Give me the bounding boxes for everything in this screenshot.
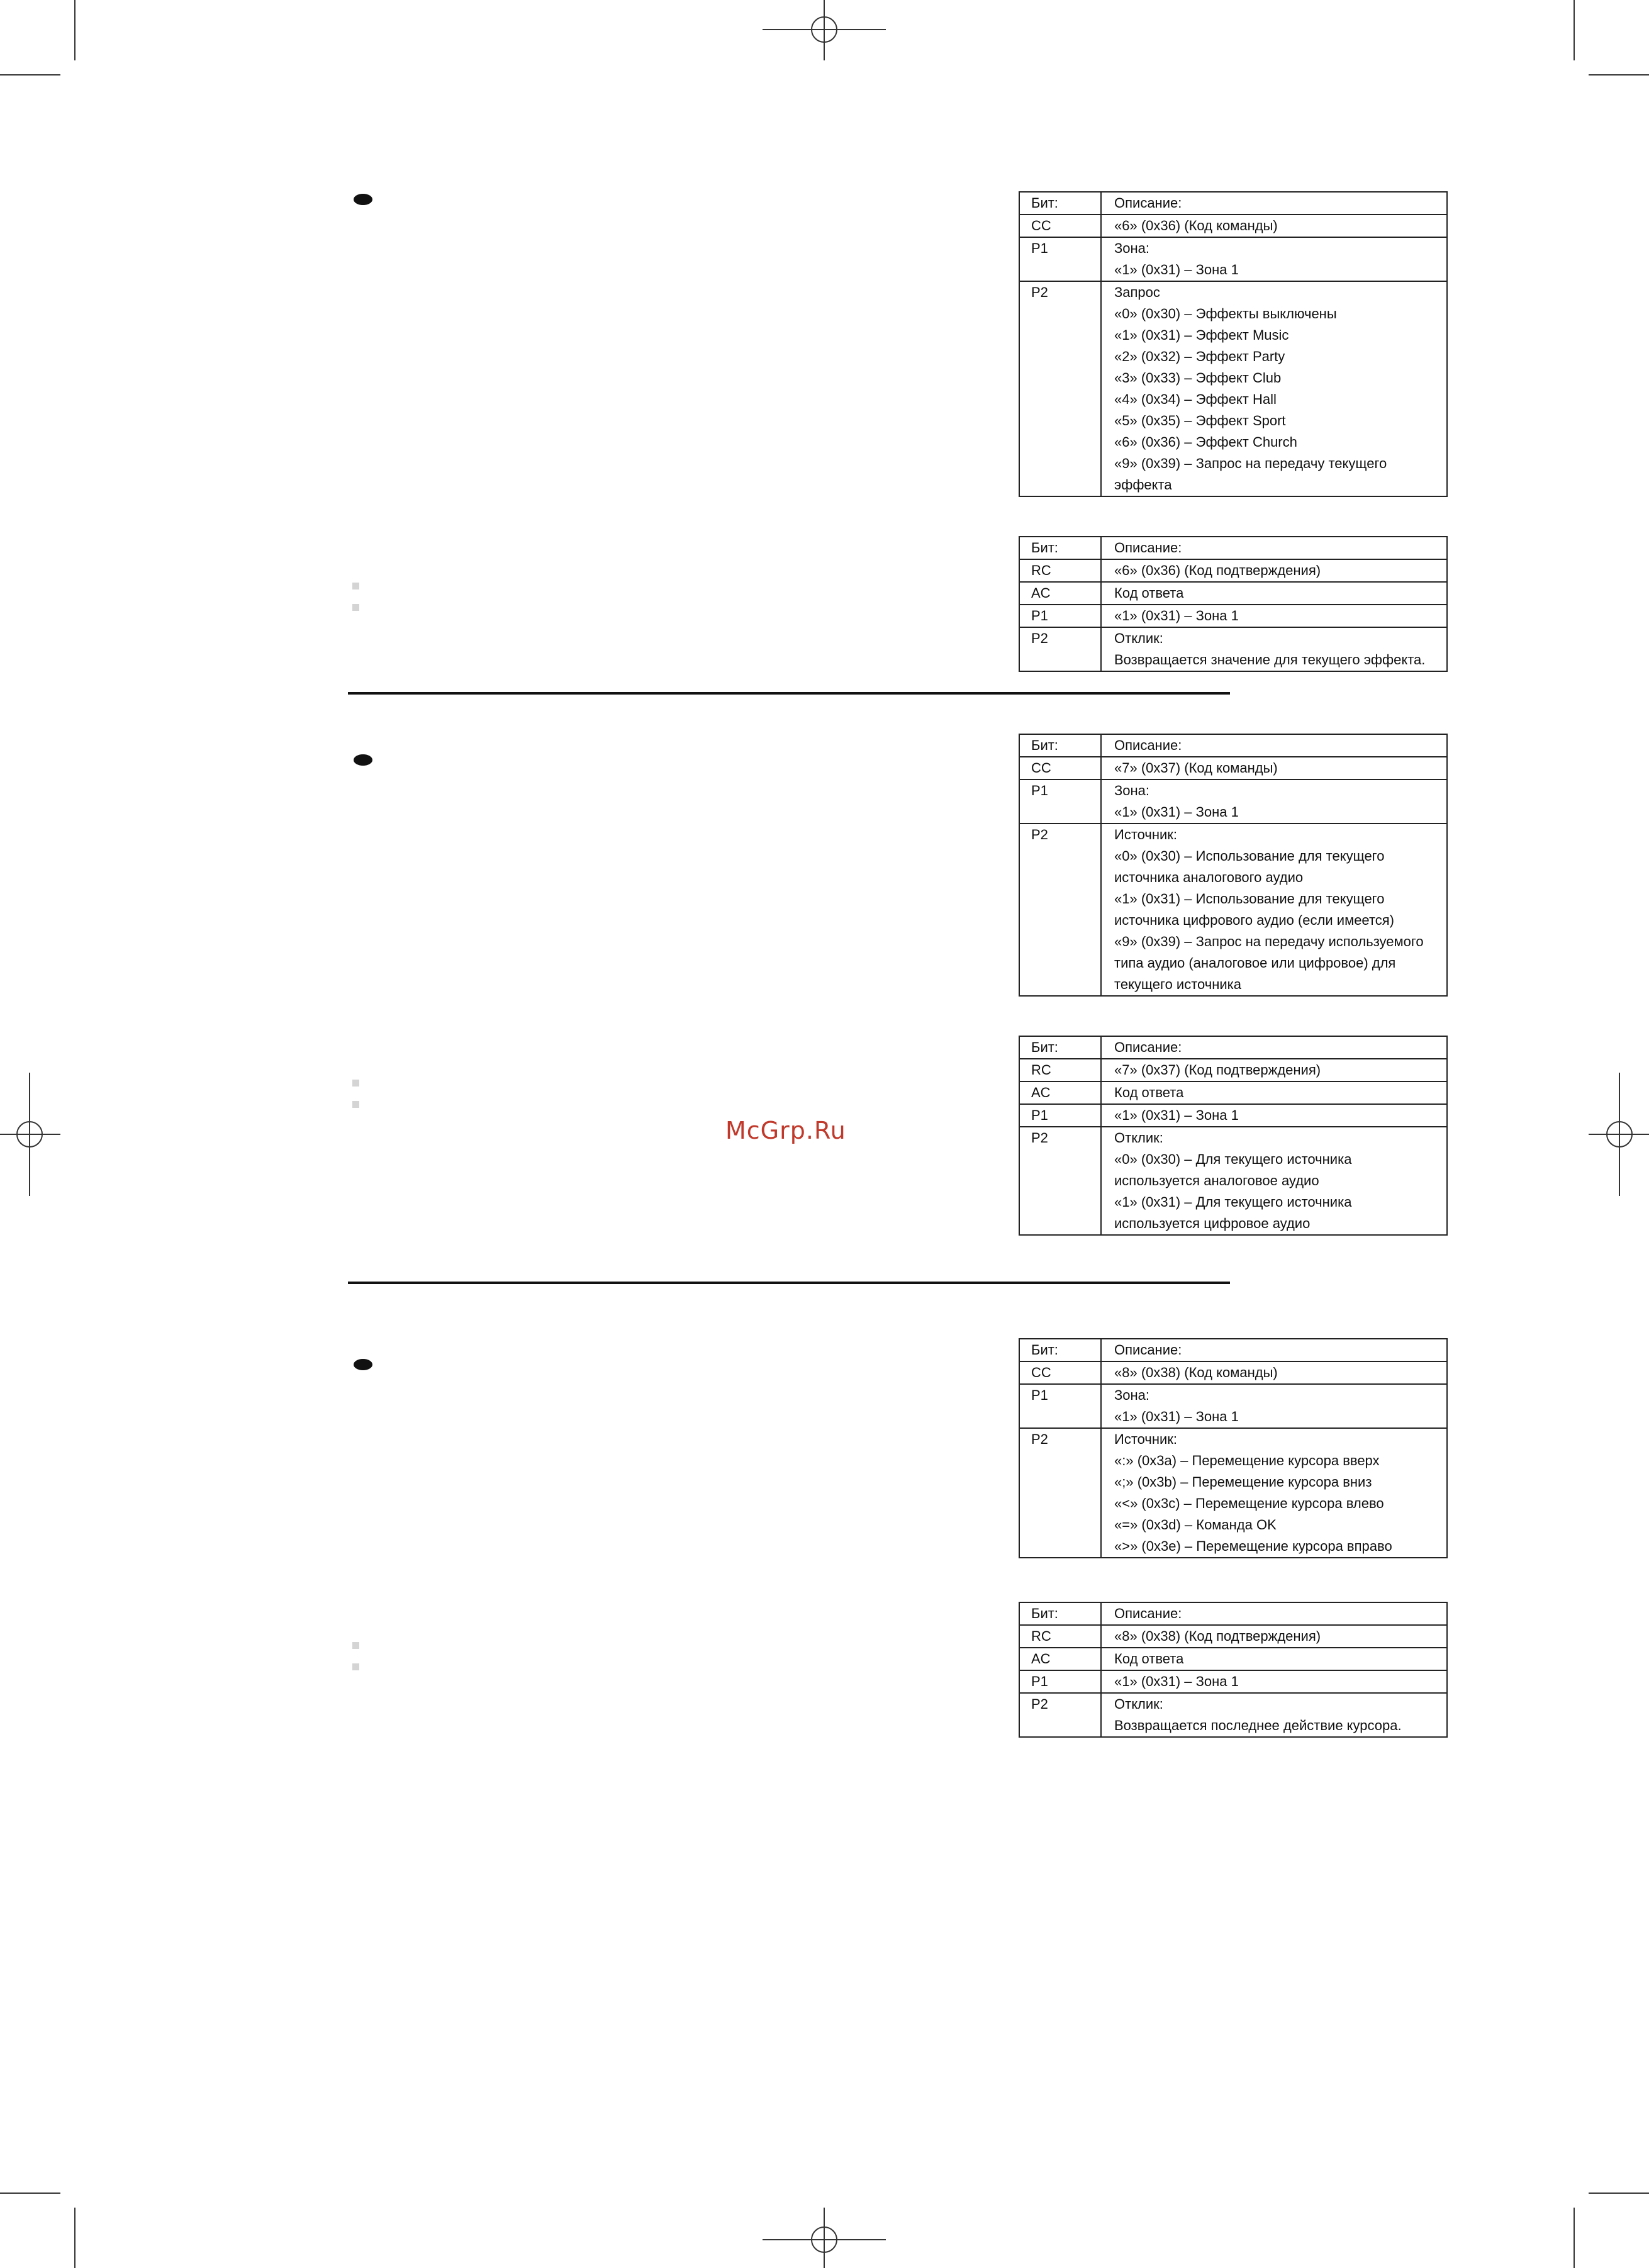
bit-cell: P2 [1019,1428,1101,1558]
description-cell [1101,1361,1447,1384]
description-cell [1101,1104,1447,1127]
bit-cell: CC [1019,1361,1101,1384]
description-line: «1» (0x31) – Использование для текущего [1114,891,1385,907]
table-row [1019,237,1447,281]
table-row [1019,1104,1447,1127]
description-cell [1101,192,1447,215]
bit-cell: Бит: [1019,1339,1101,1361]
description-line: «6» (0x36) (Код команды) [1114,218,1278,233]
description-cell [1101,281,1447,496]
description-line: «:» (0x3a) – Перемещение курсора вверх [1114,1453,1380,1468]
description-cell [1101,1081,1447,1104]
command-table-audio-type [1019,734,1448,997]
description-cell [1101,824,1447,996]
table-row [1019,1602,1447,1625]
description-line: «0» (0x30) – Для текущего источника [1114,1151,1352,1167]
table-row [1019,1648,1447,1670]
table-row [1019,627,1447,671]
response-table-effect [1019,536,1448,672]
list-marker [352,583,359,589]
description-line: источника аналогового аудио [1114,869,1304,885]
bit-cell: RC [1019,1059,1101,1081]
bit-cell: Бит: [1019,192,1101,215]
description-line: «2» (0x32) – Эффект Party [1114,349,1285,364]
description-cell [1101,1693,1447,1737]
bit-cell: P1 [1019,779,1101,824]
description-line: Описание: [1114,1606,1182,1621]
description-line: Описание: [1114,540,1182,556]
description-line: Описание: [1114,1342,1182,1358]
bit-cell: CC [1019,215,1101,237]
bit-cell: RC [1019,1625,1101,1648]
description-line: «=» (0x3d) – Команда OK [1114,1517,1277,1533]
table-row [1019,559,1447,582]
description-line: используется аналоговое аудио [1114,1173,1319,1188]
description-line: эффекта [1114,477,1172,493]
bit-cell: P2 [1019,627,1101,671]
description-line: Код ответа [1114,1651,1184,1667]
section-divider [348,692,1230,695]
description-line: Возвращается последнее действие курсора. [1114,1718,1402,1733]
description-line: типа аудио (аналоговое или цифровое) для [1114,955,1396,971]
table-row [1019,281,1447,496]
section-bullet-2 [354,754,372,766]
description-cell [1101,757,1447,779]
description-line: Описание: [1114,737,1182,753]
description-line: «8» (0x38) (Код подтверждения) [1114,1628,1321,1644]
description-line: «<» (0x3c) – Перемещение курсора влево [1114,1495,1384,1511]
description-line: «1» (0x31) – Зона 1 [1114,262,1239,277]
table-row [1019,1384,1447,1428]
description-cell [1101,215,1447,237]
bit-cell: RC [1019,559,1101,582]
description-line: Код ответа [1114,585,1184,601]
description-line: Описание: [1114,1039,1182,1055]
table-row [1019,757,1447,779]
description-cell [1101,537,1447,559]
description-line: Источник: [1114,827,1178,842]
bit-cell: Бит: [1019,1602,1101,1625]
table-row [1019,1036,1447,1059]
table-row [1019,215,1447,237]
description-line: используется цифровое аудио [1114,1215,1311,1231]
description-cell [1101,605,1447,627]
table-row [1019,1339,1447,1361]
list-marker [352,1080,359,1087]
description-line: Отклик: [1114,630,1163,646]
description-line: текущего источника [1114,976,1242,992]
description-cell [1101,1059,1447,1081]
bit-cell: P1 [1019,1384,1101,1428]
table-row [1019,1127,1447,1235]
command-table-cursor [1019,1338,1448,1558]
description-line: Отклик: [1114,1696,1163,1712]
description-line: «7» (0x37) (Код подтверждения) [1114,1062,1321,1078]
description-line: Возвращается значение для текущего эффекта. [1114,652,1426,668]
bit-cell: Бит: [1019,734,1101,757]
description-line: источника цифрового аудио (если имеется) [1114,912,1395,928]
description-line: «1» (0x31) – Зона 1 [1114,1409,1239,1424]
description-line: «8» (0x38) (Код команды) [1114,1365,1278,1380]
description-cell [1101,1602,1447,1625]
list-marker [352,604,359,611]
table-row [1019,824,1447,996]
section-bullet-1 [354,194,372,205]
table-row [1019,734,1447,757]
table-row [1019,192,1447,215]
description-line: «1» (0x31) – Зона 1 [1114,804,1239,820]
description-cell [1101,627,1447,671]
response-table-cursor [1019,1602,1448,1738]
description-line: «1» (0x31) – Зона 1 [1114,1673,1239,1689]
description-line: Запрос [1114,284,1160,300]
description-line: «0» (0x30) – Использование для текущего [1114,848,1385,864]
bit-cell: Бит: [1019,537,1101,559]
description-cell [1101,559,1447,582]
description-cell [1101,1625,1447,1648]
description-line: Зона: [1114,1387,1150,1403]
description-cell [1101,1428,1447,1558]
table-row [1019,537,1447,559]
description-cell [1101,1339,1447,1361]
bit-cell: Бит: [1019,1036,1101,1059]
bit-cell: P2 [1019,1693,1101,1737]
table-row [1019,1625,1447,1648]
description-line: Описание: [1114,195,1182,211]
response-table-audio-type [1019,1036,1448,1236]
description-line: «7» (0x37) (Код команды) [1114,760,1278,776]
command-table-effect [1019,191,1448,497]
table-row [1019,1081,1447,1104]
description-cell [1101,1648,1447,1670]
description-cell [1101,1127,1447,1235]
table-row [1019,1693,1447,1737]
section-divider [348,1282,1230,1284]
description-line: Код ответа [1114,1085,1184,1100]
description-cell [1101,1036,1447,1059]
description-line: «6» (0x36) (Код подтверждения) [1114,562,1321,578]
description-cell [1101,734,1447,757]
bit-cell: P1 [1019,1670,1101,1693]
description-cell [1101,1384,1447,1428]
description-cell [1101,237,1447,281]
description-line: «9» (0x39) – Запрос на передачу используемого [1114,934,1424,949]
bit-cell: CC [1019,757,1101,779]
bit-cell: AC [1019,1648,1101,1670]
description-line: «5» (0x35) – Эффект Sport [1114,413,1286,428]
description-cell [1101,1670,1447,1693]
list-marker [352,1101,359,1108]
description-line: Источник: [1114,1431,1178,1447]
description-cell [1101,582,1447,605]
table-row [1019,605,1447,627]
description-line: «;» (0x3b) – Перемещение курсора вниз [1114,1474,1372,1490]
bit-cell: AC [1019,582,1101,605]
bit-cell: P1 [1019,605,1101,627]
list-marker [352,1663,359,1670]
description-line: «1» (0x31) – Эффект Music [1114,327,1289,343]
list-marker [352,1642,359,1649]
description-line: Отклик: [1114,1130,1163,1146]
table-row [1019,1670,1447,1693]
bit-cell: P1 [1019,1104,1101,1127]
bit-cell: P2 [1019,824,1101,996]
bit-cell: P2 [1019,1127,1101,1235]
table-row [1019,1428,1447,1558]
bit-cell: P1 [1019,237,1101,281]
description-line: Зона: [1114,240,1150,256]
description-line: «1» (0x31) – Для текущего источника [1114,1194,1352,1210]
description-line: «3» (0x33) – Эффект Club [1114,370,1282,386]
bit-cell: AC [1019,1081,1101,1104]
description-cell [1101,779,1447,824]
description-line: «0» (0x30) – Эффекты выключены [1114,306,1337,321]
description-line: «4» (0x34) – Эффект Hall [1114,391,1277,407]
table-row [1019,1361,1447,1384]
description-line: Зона: [1114,783,1150,798]
description-line: «>» (0x3e) – Перемещение курсора вправо [1114,1538,1392,1554]
table-row [1019,582,1447,605]
description-line: «1» (0x31) – Зона 1 [1114,608,1239,623]
description-line: «9» (0x39) – Запрос на передачу текущего [1114,455,1387,471]
bit-cell: P2 [1019,281,1101,496]
description-line: «1» (0x31) – Зона 1 [1114,1107,1239,1123]
table-row [1019,1059,1447,1081]
watermark: McGrp.Ru [725,1117,846,1144]
table-row [1019,779,1447,824]
section-bullet-3 [354,1359,372,1370]
description-line: «6» (0x36) – Эффект Church [1114,434,1297,450]
